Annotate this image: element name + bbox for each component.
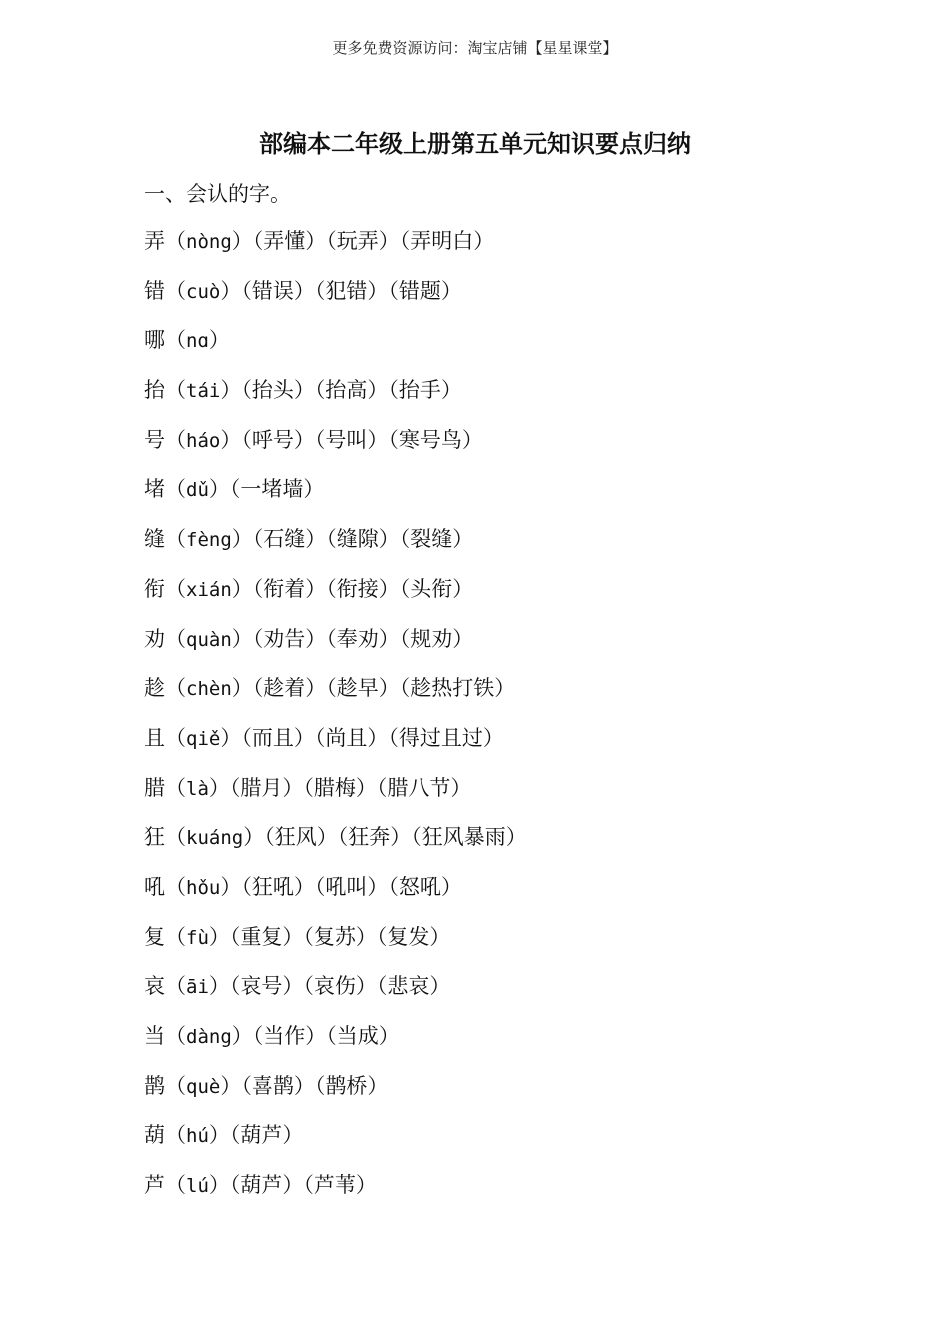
entry-pinyin: kuáng [186, 827, 244, 850]
entry-word: 葫芦 [240, 1173, 283, 1198]
page-title: 部编本二年级上册第五单元知识要点归纳 [259, 130, 691, 158]
entry-pinyin: dàng [186, 1026, 232, 1048]
entry-word: 哀伤 [313, 974, 356, 999]
entry-character: 衔 [144, 576, 165, 601]
entry-character: 抬 [144, 378, 165, 403]
entry-word: 葫芦 [240, 1123, 283, 1148]
character-entry: 复（fù）（重复）（复苏）（复发） [144, 924, 451, 949]
entry-word: 腊月 [240, 775, 283, 800]
character-entry: 抬（tái）（抬头）（抬高）（抬手） [144, 378, 462, 403]
entry-pinyin: qiě [186, 727, 221, 750]
entry-pinyin: hǒu [186, 876, 221, 899]
entry-pinyin: fù [186, 926, 209, 949]
character-entry: 鹊（què）（喜鹊）（鹊桥） [144, 1073, 389, 1098]
entry-word: 狂奔 [348, 825, 391, 850]
entry-character: 哪 [144, 328, 165, 353]
entry-pinyin: xián [186, 578, 232, 601]
entry-character: 芦 [144, 1173, 165, 1198]
entry-pinyin: dǔ [186, 479, 209, 502]
entry-character: 吼 [144, 874, 165, 899]
character-entry: 葫（hú）（葫芦） [144, 1123, 304, 1148]
entry-word: 石缝 [263, 527, 306, 552]
entry-pinyin: què [186, 1075, 221, 1098]
character-entry: 狂（kuáng）（狂风）（狂奔）（狂风暴雨） [144, 825, 527, 850]
entry-pinyin: là [186, 777, 209, 800]
entry-pinyin: cuò [186, 280, 221, 303]
entry-character: 葫 [144, 1123, 165, 1148]
section-heading: 一、会认的字。 [144, 182, 291, 206]
entry-character: 堵 [144, 477, 165, 502]
entry-word: 弄明白 [410, 229, 474, 253]
entry-pinyin: lú [186, 1175, 209, 1198]
entry-word: 抬高 [325, 378, 368, 403]
page-header-note: 更多免费资源访问：淘宝店铺【星星课堂】 [332, 39, 618, 57]
character-entry: 弄（nòng）（弄懂）（玩弄）（弄明白） [144, 229, 495, 253]
character-entry: 且（qiě）（而且）（尚且）（得过且过） [144, 725, 504, 750]
entry-word: 抬手 [398, 378, 441, 403]
entry-word: 寒号鸟 [398, 427, 462, 452]
character-entry: 哀（āi）（哀号）（哀伤）（悲哀） [144, 974, 451, 999]
entry-word: 玩弄 [336, 229, 379, 253]
entry-word: 错误 [251, 278, 294, 303]
entry-word: 趁早 [336, 676, 379, 701]
entry-character: 错 [144, 278, 165, 303]
entry-word: 狂风暴雨 [421, 825, 506, 850]
entry-pinyin: nòng [186, 231, 232, 253]
entry-word: 错题 [398, 278, 441, 303]
entry-character: 当 [144, 1024, 165, 1048]
entry-pinyin: hú [186, 1125, 209, 1148]
entry-word: 喜鹊 [251, 1073, 294, 1098]
entry-word: 尚且 [325, 725, 368, 750]
entry-character: 复 [144, 924, 165, 949]
entry-character: 且 [144, 725, 165, 750]
entry-pinyin: nɑ [186, 330, 209, 353]
entry-word: 奉劝 [336, 626, 379, 651]
entry-pinyin: háo [186, 429, 221, 452]
entry-character: 腊 [144, 775, 165, 800]
entry-pinyin: tái [186, 380, 221, 403]
character-entry: 错（cuò）（错误）（犯错）（错题） [144, 278, 462, 303]
entry-character: 狂 [144, 825, 165, 850]
entry-word: 怒吼 [398, 874, 441, 899]
entry-word: 号叫 [325, 427, 368, 452]
entry-word: 趁热打铁 [410, 676, 495, 701]
character-entry: 当（dàng）（当作）（当成） [144, 1024, 400, 1048]
entry-character: 弄 [144, 229, 165, 253]
character-entry: 哪（nɑ） [144, 328, 230, 353]
entry-word: 缝隙 [336, 527, 379, 552]
entry-word: 吼叫 [325, 874, 368, 899]
entry-word: 抬头 [251, 378, 294, 403]
entry-word: 哀号 [240, 974, 283, 999]
entry-word: 腊八节 [387, 775, 451, 800]
entry-word: 衔接 [336, 576, 379, 601]
character-entry: 衔（xián）（衔着）（衔接）（头衔） [144, 576, 474, 601]
entry-character: 鹊 [144, 1073, 165, 1098]
entry-word: 复苏 [313, 924, 356, 949]
entry-word: 得过且过 [398, 725, 483, 750]
entry-word: 芦苇 [313, 1173, 356, 1198]
entry-word: 而且 [251, 725, 294, 750]
entry-word: 头衔 [410, 576, 453, 601]
entry-character: 缝 [144, 527, 165, 552]
entry-word: 呼号 [251, 427, 294, 452]
character-entry: 趁（chèn）（趁着）（趁早）（趁热打铁） [144, 676, 516, 701]
entry-character: 号 [144, 427, 165, 452]
entry-character: 劝 [144, 626, 165, 651]
entry-pinyin: fèng [186, 529, 232, 552]
character-entry: 堵（dǔ）（一堵墙） [144, 477, 325, 502]
entry-word: 狂风 [274, 825, 317, 850]
entry-word: 狂吼 [251, 874, 294, 899]
character-entry: 腊（là）（腊月）（腊梅）（腊八节） [144, 775, 472, 800]
entry-word: 一堵墙 [240, 477, 304, 502]
entry-pinyin: chèn [186, 678, 232, 701]
character-entry: 缝（fèng）（石缝）（缝隙）（裂缝） [144, 527, 474, 552]
entry-word: 腊梅 [313, 775, 356, 800]
entry-word: 趁着 [263, 676, 306, 701]
entry-word: 弄懂 [263, 229, 306, 253]
character-entry: 芦（lú）（葫芦）（芦苇） [144, 1173, 377, 1198]
entry-word: 犯错 [325, 278, 368, 303]
entry-word: 当作 [263, 1024, 306, 1048]
entry-pinyin: quàn [186, 628, 232, 651]
character-entry: 吼（hǒu）（狂吼）（吼叫）（怒吼） [144, 874, 462, 899]
character-entry: 劝（quàn）（劝告）（奉劝）（规劝） [144, 626, 474, 651]
entry-word: 规劝 [410, 626, 453, 651]
entry-word: 当成 [336, 1024, 379, 1048]
entry-word: 悲哀 [387, 974, 430, 999]
entry-pinyin: āi [186, 976, 209, 999]
entry-word: 衔着 [263, 576, 306, 601]
character-entry: 号（háo）（呼号）（号叫）（寒号鸟） [144, 427, 483, 452]
entry-character: 趁 [144, 676, 165, 701]
entry-word: 鹊桥 [325, 1073, 368, 1098]
entry-word: 复发 [387, 924, 430, 949]
entry-word: 裂缝 [410, 527, 453, 552]
entry-word: 劝告 [263, 626, 306, 651]
character-list [144, 226, 527, 1220]
entry-character: 哀 [144, 974, 165, 999]
entry-word: 重复 [240, 924, 283, 949]
